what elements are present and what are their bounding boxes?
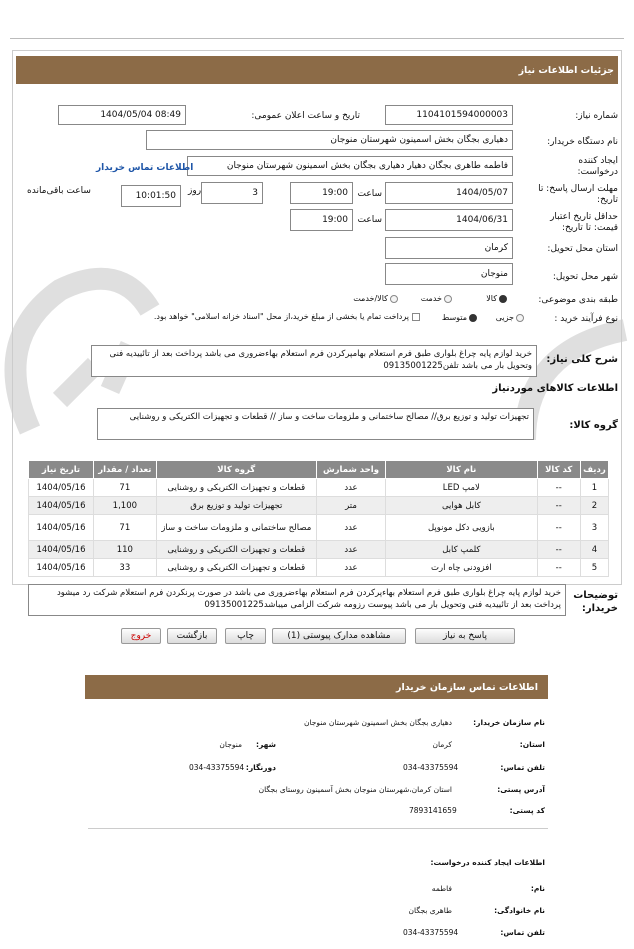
row-group: مصالح ساختمانی و ملزومات ساخت و ساز — [156, 515, 316, 541]
category-radio-goods[interactable] — [486, 294, 509, 303]
validity-label: حداقل تاریخ اعتبار قیمت: تا تاریخ: — [550, 212, 618, 233]
table-row — [29, 497, 609, 515]
days-field: 3 — [201, 182, 263, 204]
contact-divider — [88, 828, 548, 829]
col-unit-header: واحد شمارش — [316, 461, 385, 479]
row-group: قطعات و تجهیزات الکتریکی و روشنایی — [156, 479, 316, 497]
row-index: 2 — [580, 497, 608, 515]
category-both-text: کالا/خدمت — [353, 294, 388, 303]
org-label: نام سازمان خریدار: — [473, 718, 545, 727]
row-index: 5 — [580, 559, 608, 577]
phone-value: 034-43375594 — [403, 763, 459, 772]
fax-label: دورنگار: — [245, 763, 276, 772]
row-qty: 1,100 — [93, 497, 156, 515]
row-code: -- — [537, 541, 580, 559]
name-value: فاطمه — [431, 884, 452, 893]
row-date: 1404/05/16 — [29, 541, 94, 559]
process-radio-minor[interactable] — [496, 313, 526, 322]
remaining-label: ساعت باقی‌مانده — [27, 186, 91, 196]
row-index: 4 — [580, 541, 608, 559]
table-row — [29, 541, 609, 559]
col-date-header: تاریخ نیاز — [29, 461, 94, 479]
treasury-checkbox[interactable] — [154, 312, 420, 321]
validity-time-field: 19:00 — [290, 209, 353, 231]
items-table — [28, 460, 609, 577]
row-qty: 71 — [93, 479, 156, 497]
province-contact-value: کرمان — [432, 740, 452, 749]
deadline-time-field: 19:00 — [290, 182, 353, 204]
col-index-header: ردیف — [580, 461, 608, 479]
col-qty-header: تعداد / مقدار — [93, 461, 156, 479]
buyer-notes-field: خرید لوازم پایه چراغ بلواری طبق فرم استعلام بهاءپرکردن فرم استعلام بهاءضروری می باشد در صورت پرنکردن فرم استعلام شرکت رد میشود پرداخت بعد از تائییدیه فنی وتحویل بار می باشد پیوست رزومه شرکت الزامی میباشد09135001225 — [28, 584, 566, 616]
category-radio-service[interactable] — [421, 294, 454, 303]
creator-phone-label: تلفن تماس: — [500, 928, 545, 937]
validity-date-field: 1404/06/31 — [385, 209, 513, 231]
row-group: قطعات و تجهیزات الکتریکی و روشنایی — [156, 541, 316, 559]
category-radio-both[interactable] — [353, 294, 400, 303]
row-unit: عدد — [316, 559, 385, 577]
contact-title: اطلاعات تماس سازمان خریدار — [395, 682, 538, 693]
summary-label: شرح کلی نیاز: — [546, 354, 618, 365]
row-code: -- — [537, 559, 580, 577]
process-medium-text: متوسط — [441, 313, 467, 322]
goods-group-label: گروه کالا: — [569, 420, 618, 431]
items-header-row — [29, 461, 609, 479]
fax-value: 034-43375594 — [189, 763, 245, 772]
postal-label: کد پستی: — [509, 806, 545, 815]
row-date: 1404/05/16 — [29, 497, 94, 515]
row-date: 1404/05/16 — [29, 515, 94, 541]
row-code: -- — [537, 515, 580, 541]
creator-phone-value: 034-43375594 — [403, 928, 459, 937]
panel-title: جزئیات اطلاعات نیاز — [518, 65, 614, 76]
family-value: طاهری بجگان — [408, 906, 452, 915]
table-row — [29, 559, 609, 577]
table-row — [29, 515, 609, 541]
postal-value: 7893141659 — [409, 806, 457, 815]
address-value: استان کرمان،شهرستان منوجان بخش آسمینون روستای بجگان — [258, 785, 452, 794]
print-button[interactable]: چاپ — [225, 628, 266, 644]
announce-field: 1404/05/04 08:49 — [58, 105, 186, 125]
deadline-label: مهلت ارسال پاسخ: تا تاریخ: — [538, 184, 618, 205]
validity-time-label: ساعت — [357, 215, 382, 225]
creator-info-title: اطلاعات ایجاد کننده درخواست: — [430, 858, 545, 867]
row-group: تجهیزات تولید و توزیع برق — [156, 497, 316, 515]
exit-button[interactable]: خروج — [121, 628, 161, 644]
row-unit: عدد — [316, 479, 385, 497]
row-name: بازویی دکل مونوپل — [386, 515, 537, 541]
goods-group-field: تجهیزات تولید و توزیع برق// مصالح ساختمانی و ملزومات ساخت و ساز // قطعات و تجهیزات الکتریکی و روشنایی — [97, 408, 534, 440]
province-field: کرمان — [385, 237, 513, 259]
days-label: روز — [188, 186, 202, 196]
announce-label: تاریخ و ساعت اعلان عمومی: — [251, 111, 360, 121]
phone-label: تلفن تماس: — [500, 763, 545, 772]
city-field: منوجان — [385, 263, 513, 285]
need-number-label: شماره نیاز: — [575, 111, 618, 121]
row-name: کابل هوایی — [386, 497, 537, 515]
deadline-date-field: 1404/05/07 — [385, 182, 513, 204]
org-value: دهیاری بجگان بخش اسمینون شهرستان منوجان — [303, 718, 452, 727]
row-unit: عدد — [316, 541, 385, 559]
summary-field: خرید لوازم پایه چراغ بلواری طبق فرم استعلام بهامپرکردن فرم استعلام بهاءضروری می باشد پرداخت بعد از تائییدیه فنی وتحویل بار می باشد تلفن09135001225 — [91, 345, 537, 377]
buyer-org-label: نام دستگاه خریدار: — [547, 137, 618, 147]
row-name: لامپ LED — [386, 479, 537, 497]
city-contact-label: شهر: — [256, 740, 276, 749]
row-code: -- — [537, 497, 580, 515]
category-goods-text: کالا — [486, 294, 497, 303]
need-number-field: 1104101594000003 — [385, 105, 513, 125]
creator-label: ایجاد کننده درخواست: — [577, 156, 618, 177]
buyer-contact-link[interactable]: اطلاعات تماس خریدار — [96, 163, 194, 173]
buyer-notes-label: توضیحات خریدار: — [573, 590, 618, 614]
creator-field: فاطمه طاهری بجگان دهیار دهیاری بجگان بخش اسمینون شهرستان منوجان — [187, 156, 513, 176]
row-index: 3 — [580, 515, 608, 541]
row-date: 1404/05/16 — [29, 479, 94, 497]
province-contact-label: استان: — [519, 740, 545, 749]
remaining-field: 10:01:50 — [121, 185, 181, 207]
process-radio-medium[interactable] — [442, 313, 479, 322]
row-name: کلمپ کابل — [386, 541, 537, 559]
treasury-note: پرداخت تمام یا بخشی از مبلغ خرید،از محل "اسناد خزانه اسلامی" خواهد بود. — [153, 312, 409, 321]
row-unit: متر — [316, 497, 385, 515]
family-label: نام خانوادگی: — [494, 906, 545, 915]
goods-section-title: اطلاعات کالاهای موردنیاز — [492, 383, 618, 394]
row-code: -- — [537, 479, 580, 497]
row-unit: عدد — [316, 515, 385, 541]
back-button[interactable]: بازگشت — [167, 628, 217, 644]
name-label: نام: — [530, 884, 545, 893]
buyer-org-field: دهیاری بجگان بخش اسمینون شهرستان منوجان — [146, 130, 513, 150]
col-name-header: نام کالا — [386, 461, 537, 479]
address-label: آدرس پستی: — [497, 785, 545, 794]
deadline-time-label: ساعت — [357, 189, 382, 199]
row-qty: 110 — [93, 541, 156, 559]
row-index: 1 — [580, 479, 608, 497]
process-minor-text: جزیی — [495, 313, 514, 322]
row-name: افزودنی چاه ارت — [386, 559, 537, 577]
city-label: شهر محل تحویل: — [552, 272, 618, 282]
table-row — [29, 479, 609, 497]
row-qty: 71 — [93, 515, 156, 541]
reply-button[interactable]: پاسخ به نیاز — [415, 628, 515, 644]
category-label: طبقه بندی موضوعی: — [538, 295, 618, 305]
col-code-header: کد کالا — [537, 461, 580, 479]
category-service-text: خدمت — [420, 294, 442, 303]
row-group: قطعات و تجهیزات الکتریکی و روشنایی — [156, 559, 316, 577]
process-label: نوع فرآیند خرید : — [554, 314, 618, 324]
province-label: استان محل تحویل: — [547, 244, 618, 254]
col-group-header: گروه کالا — [156, 461, 316, 479]
top-divider — [10, 38, 624, 39]
row-qty: 33 — [93, 559, 156, 577]
view-documents-button[interactable]: مشاهده مدارک پیوستی (1) — [272, 628, 406, 644]
row-date: 1404/05/16 — [29, 559, 94, 577]
city-contact-value: منوجان — [219, 740, 242, 749]
